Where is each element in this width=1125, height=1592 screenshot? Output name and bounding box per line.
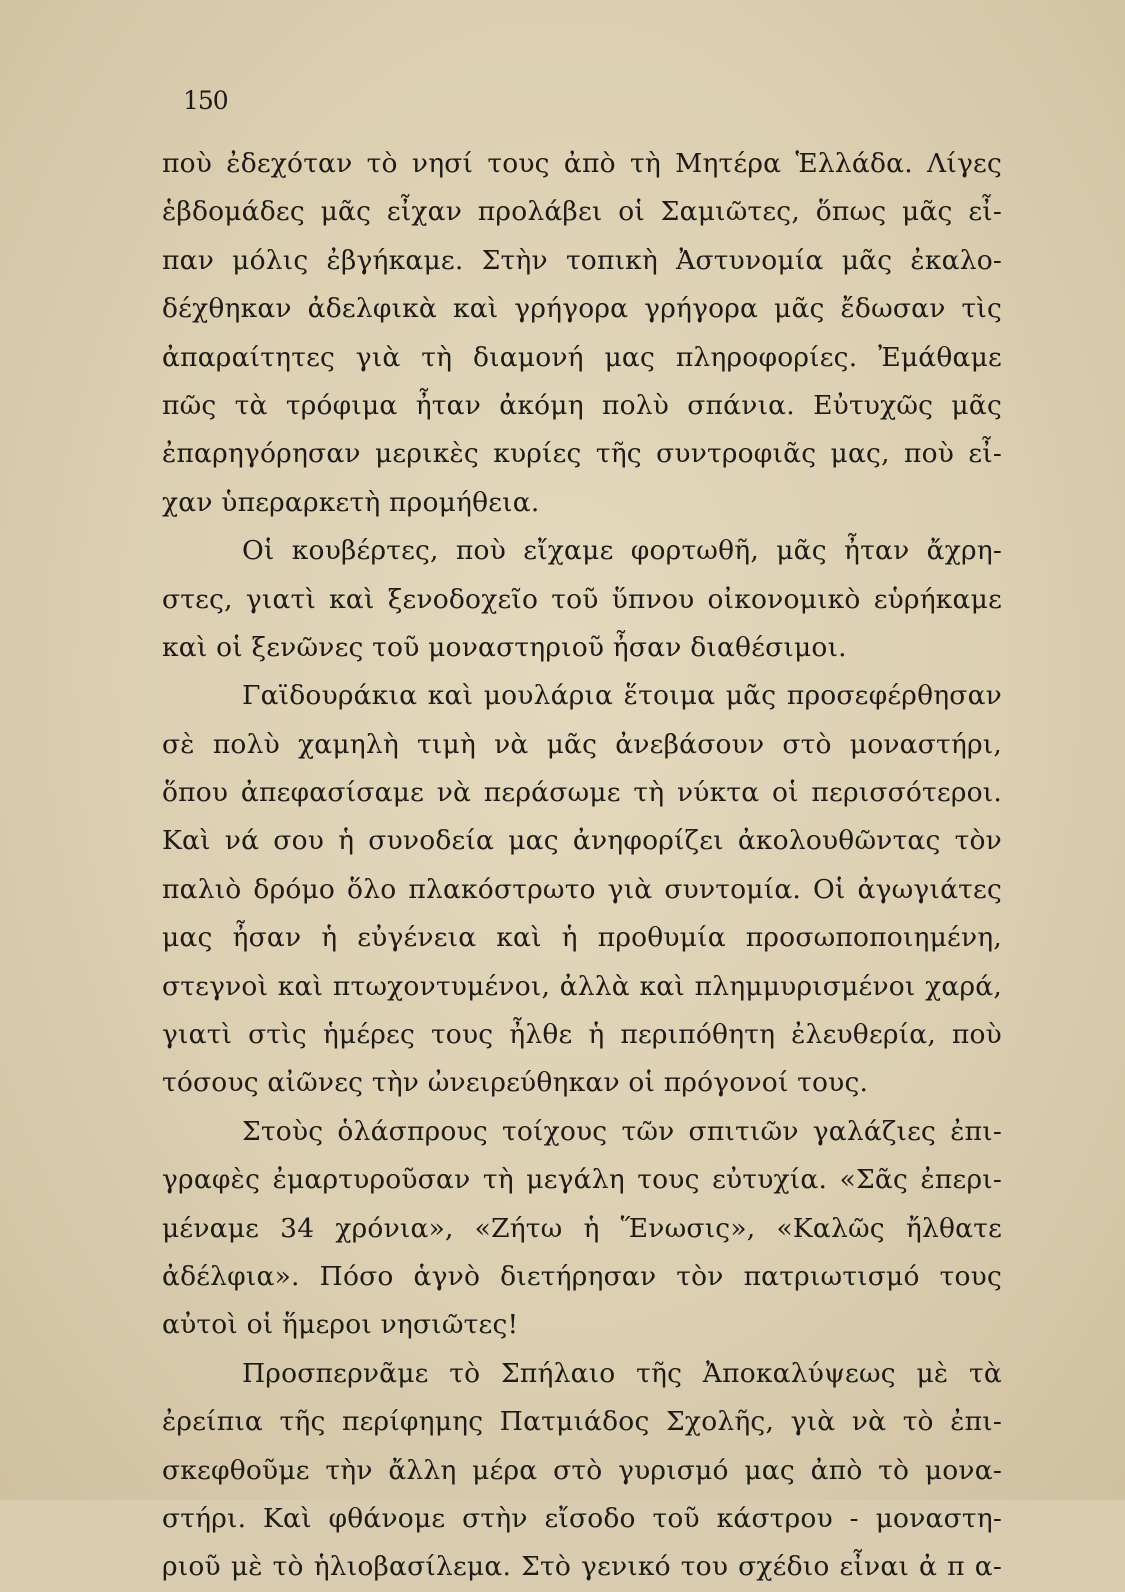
text-line: Οἱ κουβέρτες, ποὺ εἴχαμε φορτωθῆ, μᾶς ἦταν ἄχρη- [242, 535, 1002, 567]
text-line: μέναμε 34 χρόνια», «Ζήτω ἡ Ἕνωσις», «Καλῶς ἤλθατε [162, 1212, 1002, 1244]
text-line: πῶς τὰ τρόφιμα ἦταν ἀκόμη πολὺ σπάνια. Εὐτυχῶς μᾶς [162, 389, 1002, 421]
text-line: σκεφθοῦμε τὴν ἄλλη μέρα στὸ γυρισμό μας ἀπὸ τὸ μονα- [162, 1454, 1002, 1486]
text-line: Καὶ νά σου ἡ συνοδεία μας ἀνηφορίζει ἀκολουθῶντας τὸν [162, 825, 1002, 857]
text-line: παλιὸ δρόμο ὅλο πλακόστρωτο γιὰ συντομία. Οἱ ἀγωγιάτες [162, 873, 1002, 905]
text-line: ποὺ ἐδεχόταν τὸ νησί τους ἀπὸ τὴ Μητέρα Ἑλλάδα. Λίγες [162, 148, 1002, 179]
page-body [162, 140, 1002, 1592]
text-line: δέχθηκαν ἀδελφικὰ καὶ γρήγορα γρήγορα μᾶς ἔδωσαν τὶς [162, 293, 1002, 325]
text-line: ἐρείπια τῆς περίφημης Πατμιάδος Σχολῆς, γιὰ νὰ τὸ ἐπι- [162, 1406, 1002, 1438]
text-line: στες, γιατὶ καὶ ξενοδοχεῖο τοῦ ὕπνου οἰκονομικὸ εὑρήκαμε [162, 583, 1002, 615]
text-line: χαν ὑπεραρκετὴ προμήθεια. [162, 486, 540, 518]
text-line: ριοῦ μὲ τὸ ἡλιοβασίλεμα. Στὸ γενικό του σχέδιο εἶναι ἀ π α- [162, 1551, 1002, 1583]
text-line: ἀπαραίτητες γιὰ τὴ διαμονή μας πληροφορίες. Ἐμάθαμε [162, 341, 1002, 373]
text-line: στήρι. Καὶ φθάνομε στὴν εἴσοδο τοῦ κάστρου - μοναστη- [162, 1502, 1002, 1534]
text-line: Στοὺς ὁλάσπρους τοίχους τῶν σπιτιῶν γαλάζιες ἐπι- [242, 1115, 1002, 1147]
page-number: 150 [183, 86, 228, 115]
text-line: ἑβδομάδες μᾶς εἶχαν προλάβει οἱ Σαμιῶτες, ὅπως μᾶς εἶ- [162, 196, 1002, 228]
text-line: Προσπερνᾶμε τὸ Σπήλαιο τῆς Ἀποκαλύψεως μὲ τὰ [242, 1357, 1002, 1389]
text-line: ἐπαρηγόρησαν μερικὲς κυρίες τῆς συντροφιᾶς μας, ποὺ εἶ- [162, 438, 1002, 470]
text-line: γραφὲς ἐμαρτυροῦσαν τὴ μεγάλη τους εὐτυχία. «Σᾶς ἐπερι- [162, 1164, 1002, 1196]
text-line: παν μόλις ἐβγήκαμε. Στὴν τοπικὴ Ἀστυνομία μᾶς ἐκαλο- [162, 244, 1002, 276]
text-line: σὲ πολὺ χαμηλὴ τιμὴ νὰ μᾶς ἀνεβάσουν στὸ μοναστήρι, [162, 728, 1002, 760]
text-line: στεγνοὶ καὶ πτωχοντυμένοι, ἀλλὰ καὶ πλημμυρισμένοι χαρά, [162, 970, 1002, 1002]
text-line: αὐτοὶ οἱ ἥμεροι νησιῶτες! [162, 1309, 519, 1341]
text-line: καὶ οἱ ξενῶνες τοῦ μοναστηριοῦ ἦσαν διαθέσιμοι. [162, 631, 847, 663]
text-line: ἀδέλφια». Πόσο ἁγνὸ διετήρησαν τὸν πατριωτισμό τους [162, 1260, 1002, 1292]
text-line: Γαϊδουράκια καὶ μουλάρια ἕτοιμα μᾶς προσεφέρθησαν [242, 680, 1002, 712]
text-line: ὅπου ἀπεφασίσαμε νὰ περάσωμε τὴ νύκτα οἱ περισσότεροι. [162, 777, 1002, 809]
text-line: μας ἦσαν ἡ εὐγένεια καὶ ἡ προθυμία προσωποποιημένη, [162, 922, 1002, 954]
text-line: γιατὶ στὶς ἡμέρες τους ἦλθε ἡ περιπόθητη ἐλευθερία, ποὺ [162, 1019, 1002, 1051]
text-line: τόσους αἰῶνες τὴν ὠνειρεύθηκαν οἱ πρόγονοί τους. [162, 1067, 869, 1099]
